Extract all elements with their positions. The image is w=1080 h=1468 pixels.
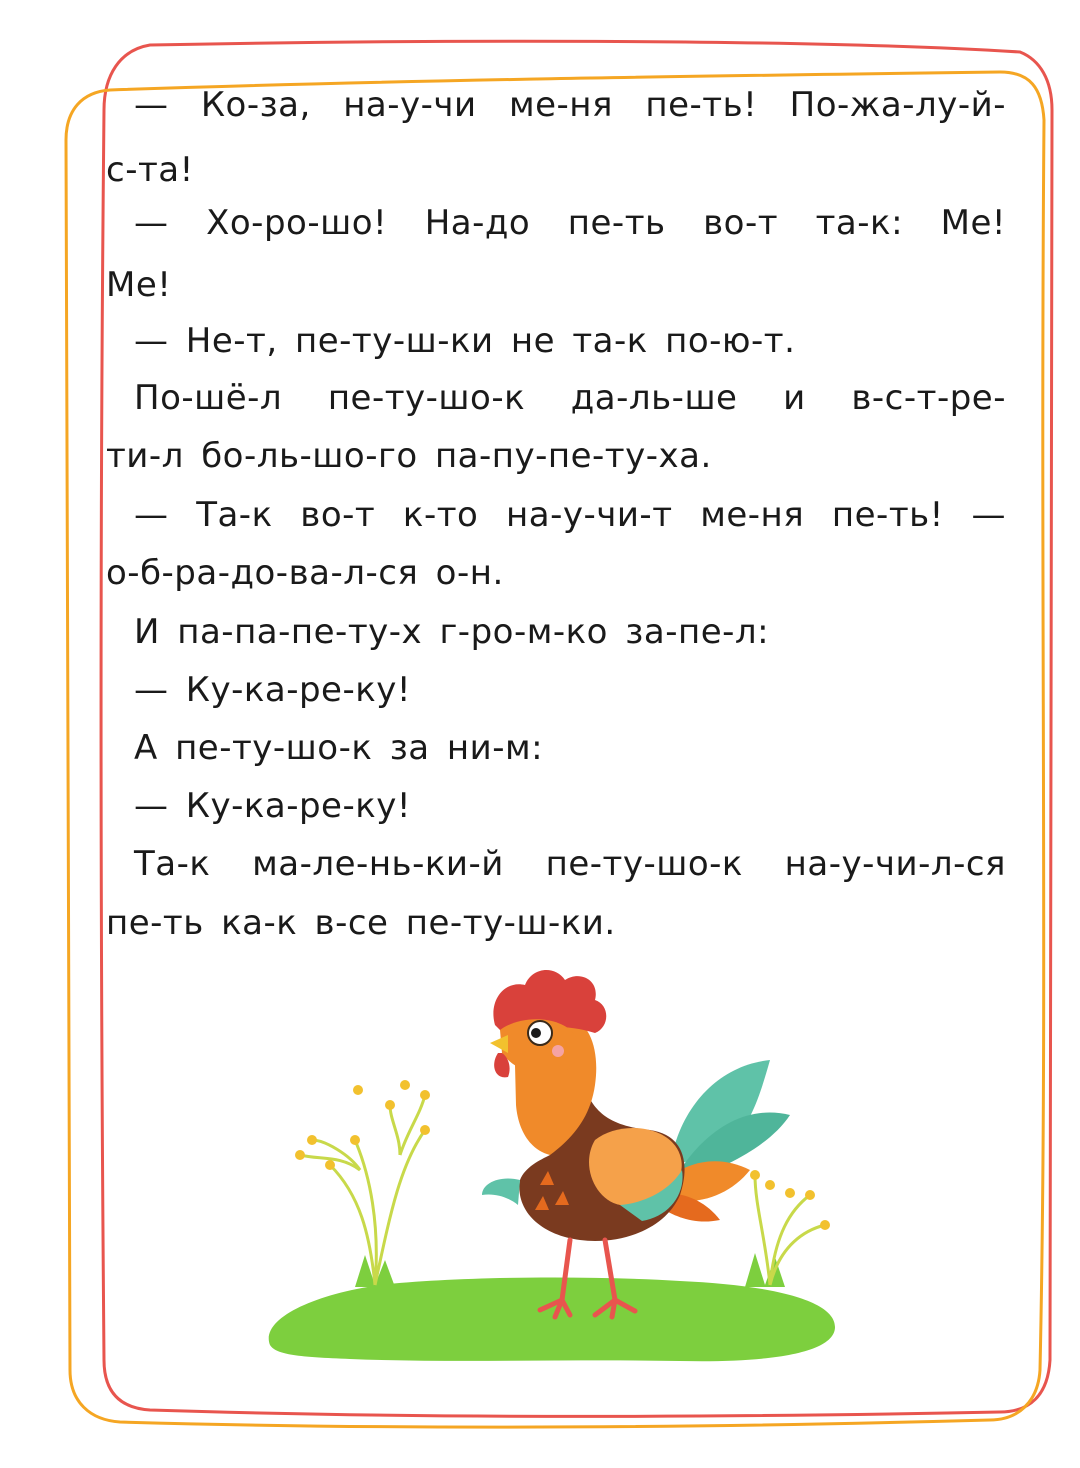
story-line-2: с-та! — [106, 150, 194, 190]
grass-tuft-right — [745, 1253, 785, 1287]
story-line-3: — Хо-ро-шо! На-до пе-ть во-т та-к: Ме! — [134, 203, 1006, 243]
story-line-8: — Та-к во-т к-то на-у-чи-т ме-ня пе-ть! — — [134, 495, 1006, 535]
flower-left — [300, 1095, 425, 1285]
story-line-7: ти-л бо-ль-шо-го па-пу-пе-ту-ха. — [106, 436, 712, 476]
rooster-icon — [250, 955, 850, 1365]
rooster-cheek — [552, 1045, 564, 1057]
rooster-tail — [660, 1060, 790, 1222]
story-line-11: — Ку-ка-ре-ку! — [134, 670, 412, 710]
rooster-front-wing — [482, 1178, 520, 1205]
story-line-9: о-б-ра-до-ва-л-ся о-н. — [106, 553, 504, 593]
story-line-14: Та-к ма-ле-нь-ки-й пе-ту-шо-к на-у-чи-л-ся — [134, 844, 1006, 884]
story-line-4: Ме! — [106, 265, 172, 305]
story-line-12: А пе-ту-шо-к за ни-м: — [134, 728, 544, 768]
rooster-pupil — [531, 1028, 541, 1038]
grass-patch — [269, 1278, 835, 1362]
story-line-6: По-шё-л пе-ту-шо-к да-ль-ше и в-с-т-ре- — [134, 378, 1006, 418]
story-line-15: пе-ть ка-к в-се пе-ту-ш-ки. — [106, 903, 616, 943]
story-line-5: — Не-т, пе-ту-ш-ки не та-к по-ю-т. — [134, 321, 796, 361]
story-line-10: И па-па-пе-ту-х г-ро-м-ко за-пе-л: — [134, 612, 770, 652]
flower-right-buds — [750, 1170, 830, 1230]
rooster-beak — [490, 1035, 508, 1053]
story-line-13: — Ку-ка-ре-ку! — [134, 786, 412, 826]
story-line-1: — Ко-за, на-у-чи ме-ня пе-ть! По-жа-лу-й- — [134, 85, 1006, 125]
